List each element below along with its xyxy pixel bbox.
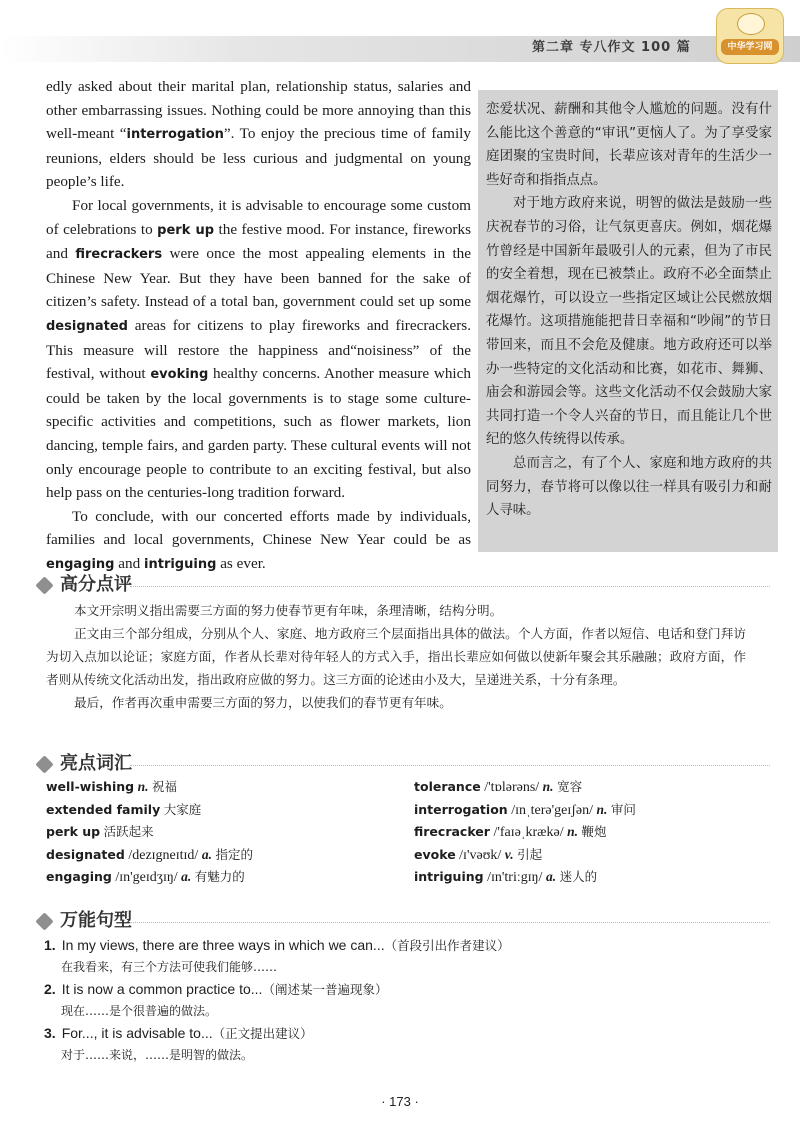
- page-number: · 173 ·: [381, 1094, 419, 1109]
- review-paragraph: 正文由三个部分组成，分别从个人、家庭、地方政府三个层面指出具体的做法。个人方面，作者以短信、电话和登门拜访为切入点加以论证；家庭方面，作者从长辈对待年轻人的方式入手，指出长辈应如何做以使新年聚会其乐融融；政府方面，作者则从传统文化活动出发，指出政府应做的努力。这三方面的论述由小及大，呈递进关系，十分有条理。: [46, 626, 746, 687]
- divider: [130, 586, 770, 587]
- divider: [130, 765, 770, 766]
- pattern-chinese: 在我看来，有三个方法可使我们能够……: [61, 960, 278, 974]
- translation-paragraph: 总而言之，有了个人、家庭和地方政府的共同努力，春节将可以像以往一样具有吸引力和耐人寻味。: [486, 455, 772, 519]
- vocab-item: evoke /ɪ'vəʊk/ v. 引起: [414, 846, 543, 863]
- mascot-icon: [737, 13, 765, 35]
- sentence-patterns: [44, 934, 744, 1066]
- vocab-item: firecracker /'faɪəˌkrækə/ n. 鞭炮: [414, 824, 607, 840]
- divider: [130, 922, 770, 923]
- vocab-item: designated /dezɪgneɪtɪd/ a. 指定的: [46, 846, 253, 863]
- diamond-icon: [35, 912, 53, 930]
- vocab-item: interrogation /ɪnˌterə'geɪʃən/ n. 审问: [414, 801, 636, 818]
- vocab-left-column: [46, 776, 376, 889]
- diamond-icon: [35, 576, 53, 594]
- pattern-english: 1. In my views, there are three ways in which we can...（首段引出作者建议）: [44, 937, 510, 953]
- essay-english: [46, 75, 471, 576]
- review-body: [46, 599, 746, 714]
- essay-paragraph: For local governments, it is advisable to encourage some custom of celebrations to perk up the festive mood. For instance, fireworks and firecrackers were once the most appealing elements in the Chinese New Year. But they have been banned for the sake of citizen’s safety. Instead of a total ban, government could set up some designated areas for citizens to play fireworks and firecrackers. This measure will restore the happiness and“noisiness” of the festival, without evoking healthy concerns. Another measure which could be taken by the local governments is to stage some culture-specific activities and competitions, such as flower markets, lion dancing, temple fairs, and garden party. These cultural events will not only encourage people to contribute to an exciting festival, but also help pass on the centuries-long tradition forward.: [46, 196, 471, 502]
- logo: [716, 8, 784, 64]
- vocab-item: engaging /ɪn'geɪdʒɪŋ/ a. 有魅力的: [46, 869, 245, 885]
- pattern-chinese: 现在……是个很普遍的做法。: [61, 1004, 218, 1018]
- pattern-english: 2. It is now a common practice to...（阐述某一普遍现象）: [44, 981, 388, 997]
- vocab-item: perk up 活跃起来: [46, 824, 154, 839]
- pattern-english: 3. For..., it is advisable to...（正文提出建议）: [44, 1025, 313, 1041]
- chapter-label: 第二章 专八作文 100 篇: [532, 40, 691, 55]
- translation-paragraph: 恋爱状况、薪酬和其他令人尴尬的问题。没有什么能比这个善意的“审讯”更恼人了。为了享受家庭团聚的宝贵时间，长辈应该对青年的生活少一些好奇和指指点点。: [486, 102, 772, 188]
- vocab-right-column: [414, 776, 744, 889]
- translation-paragraph: 对于地方政府来说，明智的做法是鼓励一些庆祝春节的习俗，让气氛更喜庆。例如，烟花爆竹曾经是中国新年最吸引人的元素，但为了市民的安全着想，现在已被禁止。政府不必全面禁止烟花爆竹，可以设立一些指定区域让公民燃放烟花爆竹。这项措施能把昔日幸福和“吵闹”的节日带回来，而且不会危及健康。地方政府还可以举办一些特定的文化活动和比赛，如花市、舞狮、庙会和游园会等。这些文化活动不仅会鼓励大家共同打造一个令人兴奋的节日，而且能让几个世纪的悠久传统得以传承。: [486, 196, 772, 448]
- vocab-item: extended family 大家庭: [46, 801, 202, 817]
- pattern-chinese: 对于……来说，……是明智的做法。: [61, 1048, 254, 1062]
- diamond-icon: [35, 755, 53, 773]
- essay-paragraph: To conclude, with our concerted efforts made by individuals, families and local governments, Chinese New Year could be as engaging and intriguing as ever.: [46, 507, 471, 572]
- vocab-item: well-wishing n. 祝福: [46, 779, 177, 794]
- vocab-heading: 亮点词汇: [34, 752, 132, 776]
- essay-paragraph: edly asked about their marital plan, relationship status, salaries and other embarrassing issues. Nothing could be more annoying than this well-meant “interrogation”. To enjoy the precious time of family reunions, elders should be less curious and judgmental on young people’s life.: [46, 78, 471, 191]
- review-paragraph: 最后，作者再次重申需要三方面的努力，以使我们的春节更有年味。: [74, 695, 452, 710]
- logo-text: 中华学习网: [721, 39, 779, 55]
- patterns-heading: 万能句型: [34, 909, 132, 933]
- review-heading: 高分点评: [34, 573, 132, 597]
- review-paragraph: 本文开宗明义指出需要三方面的努力使春节更有年味，条理清晰，结构分明。: [74, 603, 503, 618]
- vocab-item: intriguing /ɪn'triːgɪŋ/ a. 迷人的: [414, 869, 598, 885]
- vocab-item: tolerance /'tɒlərəns/ n. 宽容: [414, 779, 583, 795]
- essay-chinese: [486, 98, 772, 523]
